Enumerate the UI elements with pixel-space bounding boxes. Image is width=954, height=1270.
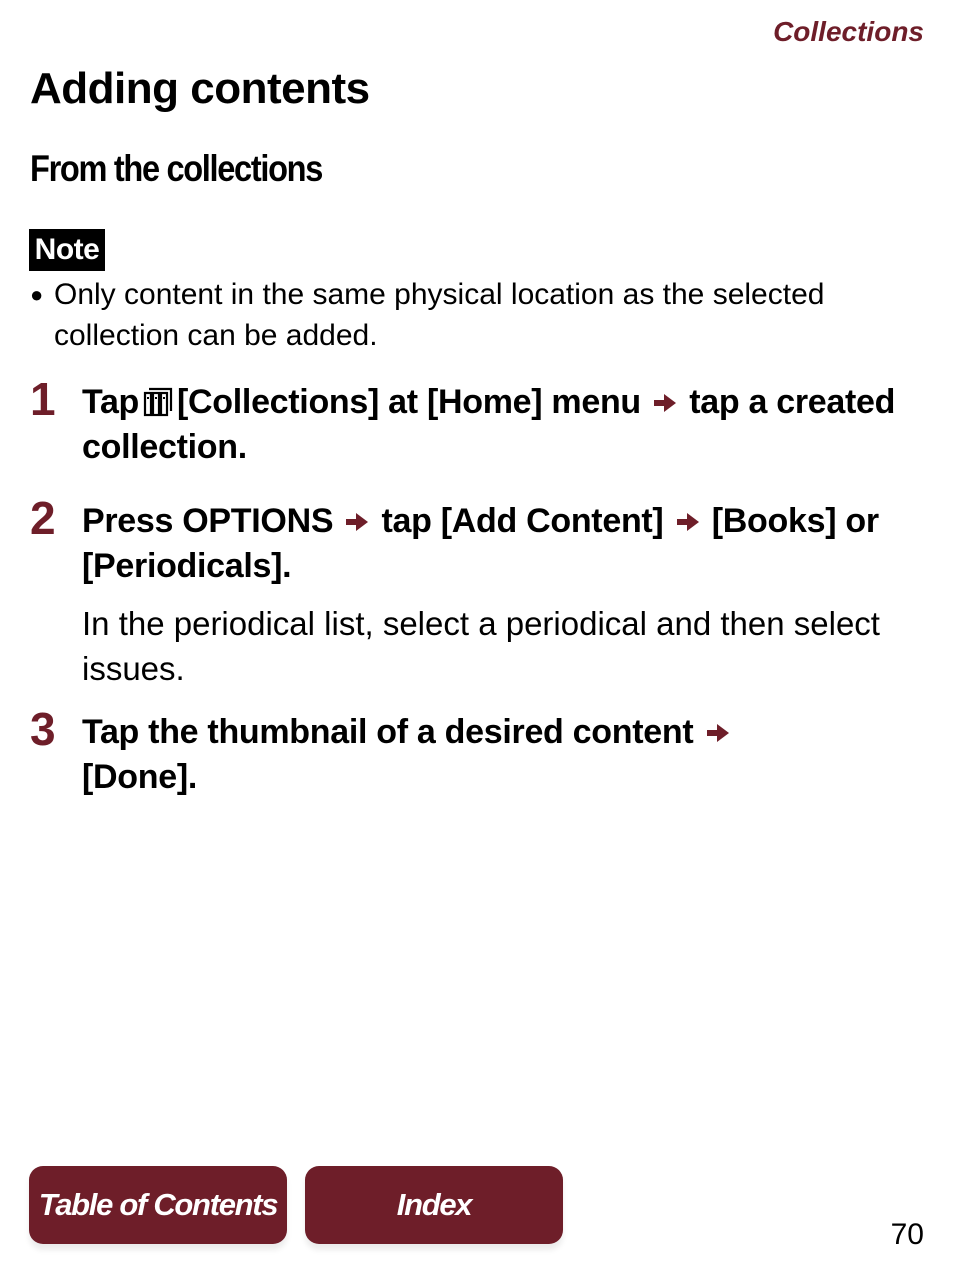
step-text: [Collections] at [Home] menu <box>177 383 641 421</box>
step-description: In the periodical list, select a periodical and then select issues. <box>82 605 880 687</box>
step-text: [Books] or [Periodicals]. <box>82 502 879 585</box>
step-text: tap a created collection. <box>82 383 896 466</box>
table-of-contents-button[interactable]: Table of Contents <box>29 1166 287 1244</box>
arrow-right-icon <box>675 511 701 533</box>
step-number: 3 <box>30 703 56 755</box>
step-text: Tap the thumbnail of a desired content <box>82 713 694 751</box>
note-item <box>30 274 920 356</box>
arrow-right-icon <box>652 392 678 414</box>
page-number: 70 <box>890 1218 924 1251</box>
arrow-right-icon <box>344 511 370 533</box>
step-text: Tap <box>82 383 140 421</box>
note-badge: Note <box>29 229 105 271</box>
step-text: tap [Add Content] <box>381 502 664 540</box>
step-instruction <box>82 499 910 589</box>
bullet-icon: ● <box>30 282 44 307</box>
step-3 <box>30 703 910 800</box>
step-text: Press OPTIONS <box>82 502 334 540</box>
note-text: Only content in the same physical location as the selected collection can be added. <box>54 278 825 352</box>
collections-icon <box>143 387 175 417</box>
index-button[interactable]: Index <box>305 1166 563 1244</box>
section-subtitle: From the collections <box>30 148 323 189</box>
step-text: [Done]. <box>82 758 197 796</box>
page-title: Adding contents <box>30 64 370 113</box>
arrow-right-icon <box>705 722 731 744</box>
step-number: 1 <box>30 373 56 425</box>
step-number: 2 <box>30 492 56 544</box>
step-2 <box>30 492 910 691</box>
step-1 <box>30 373 910 470</box>
section-label: Collections <box>773 16 924 47</box>
step-instruction <box>82 710 910 800</box>
step-instruction <box>82 380 910 470</box>
